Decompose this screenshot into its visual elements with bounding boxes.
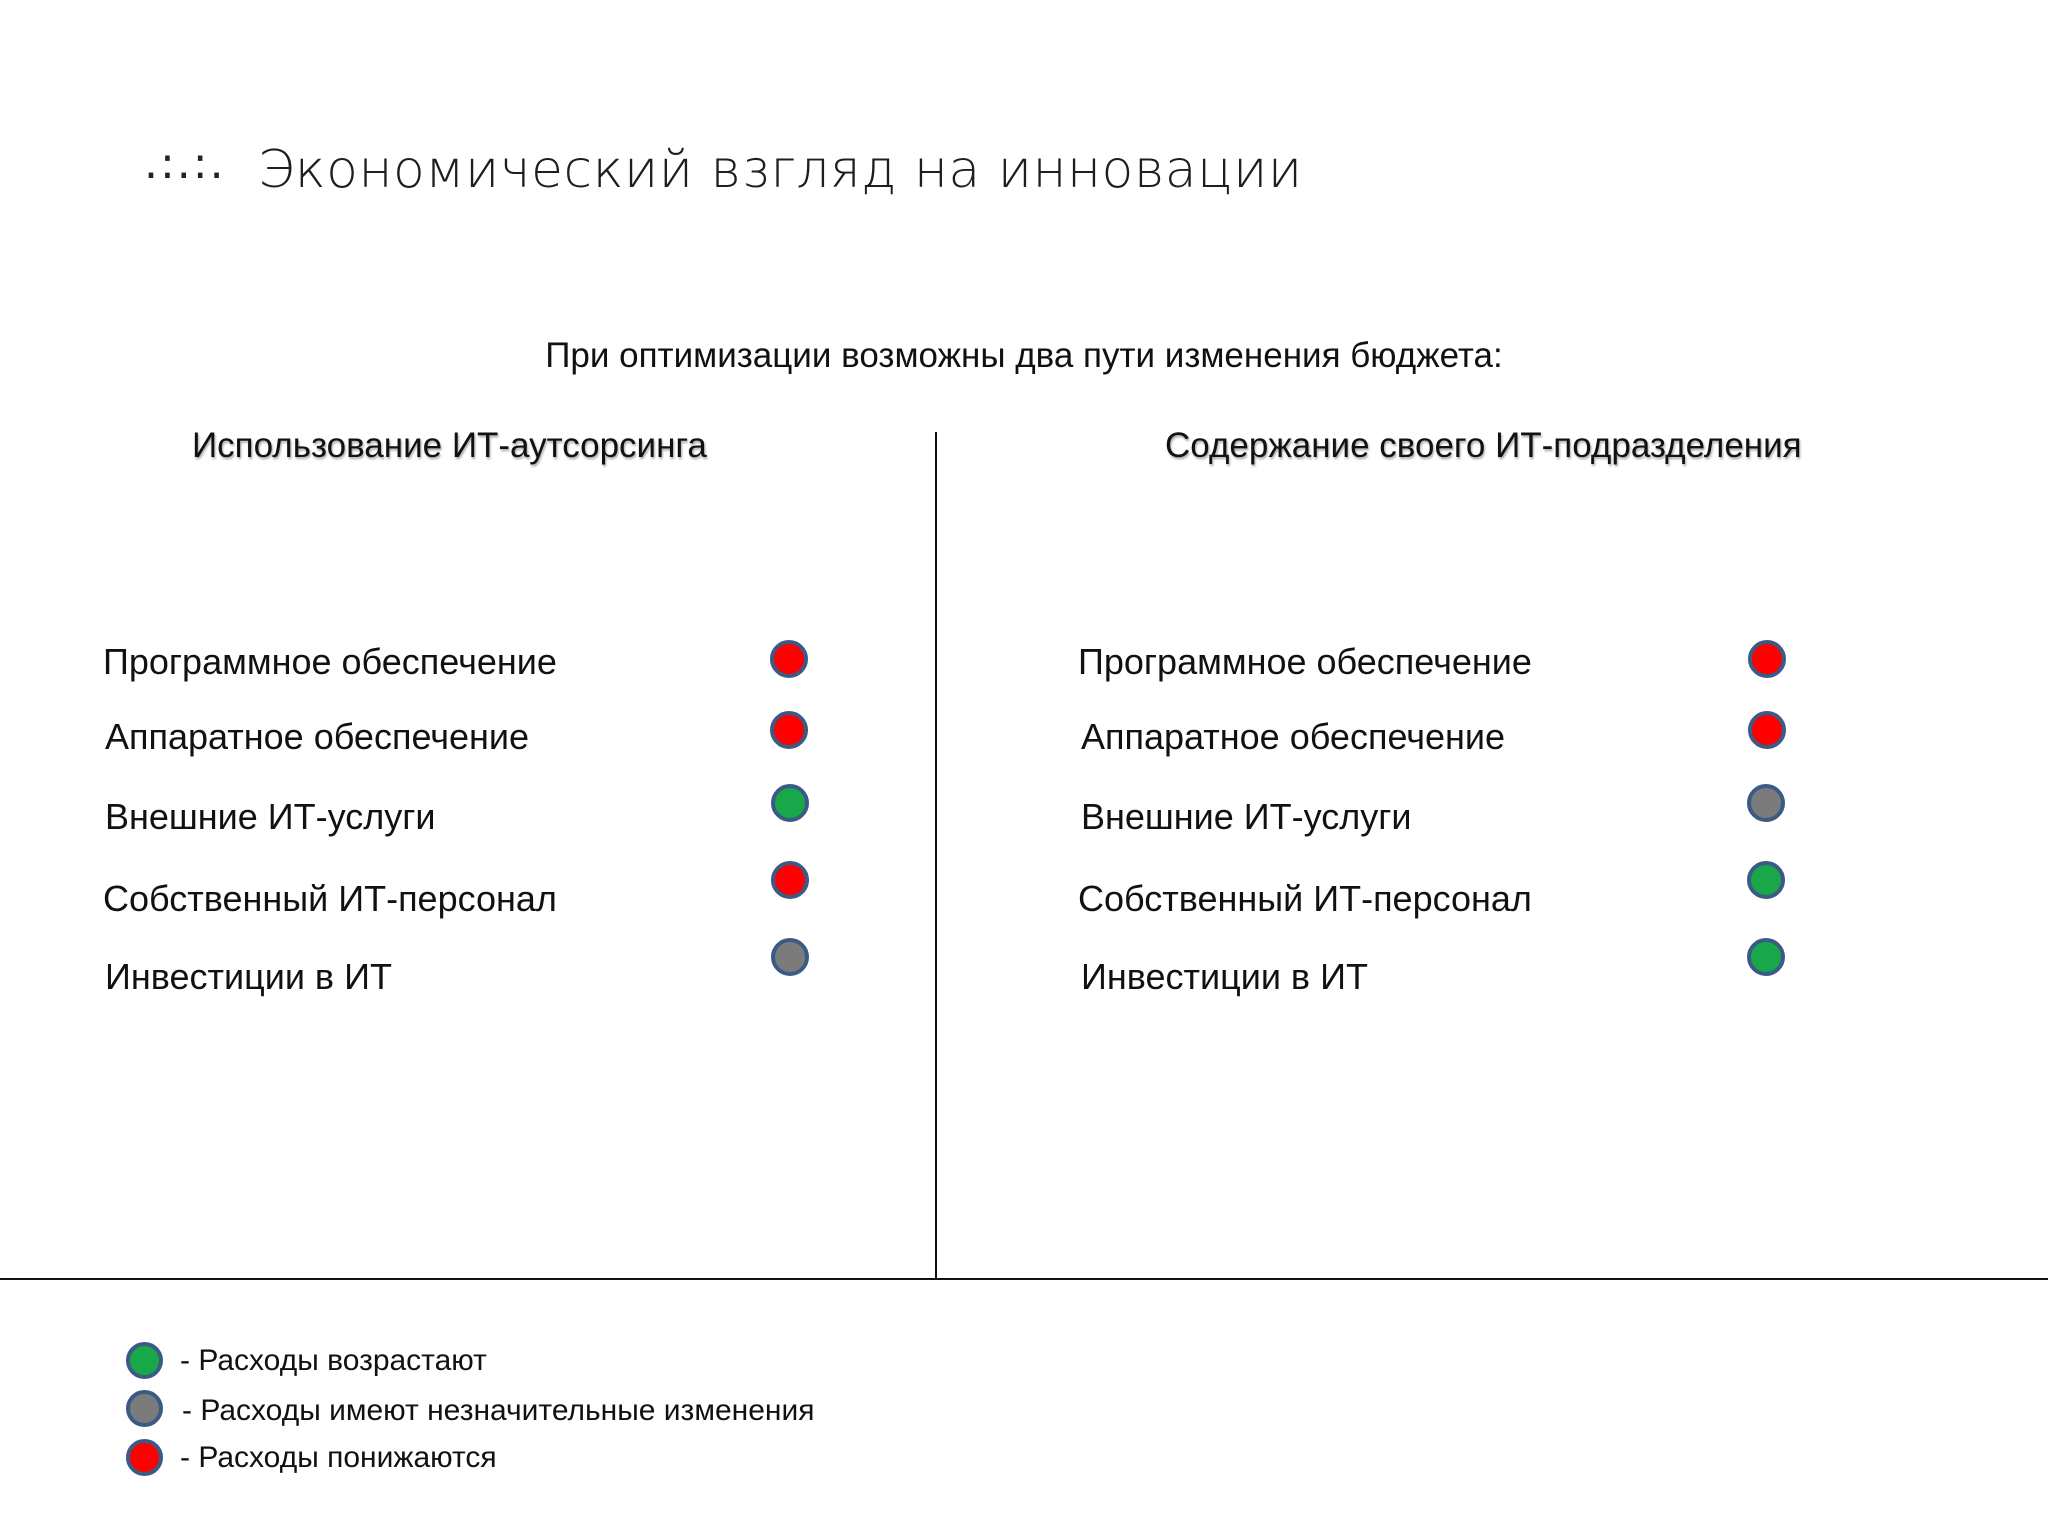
right-row-status-dot-own-staff	[1747, 861, 1785, 899]
right-row-label-external-services: Внешние ИТ-услуги	[1081, 796, 1412, 837]
left-row-status-dot-hardware	[770, 711, 808, 749]
legend-dot-increase	[126, 1342, 163, 1379]
right-row-status-dot-hardware	[1748, 711, 1786, 749]
right-row-status-dot-external-services	[1747, 784, 1785, 822]
page-title: Экономический взгляд на инновации	[258, 140, 1303, 200]
right-row-label-software: Программное обеспечение	[1078, 641, 1532, 682]
legend-dot-decrease	[126, 1439, 163, 1476]
legend-text-increase: - Расходы возрастают	[180, 1344, 487, 1377]
column-header-outsourcing: Использование ИТ-аутсорсинга	[192, 426, 707, 465]
left-row-status-dot-investments	[771, 938, 809, 976]
title-decoration: .:.:.	[144, 138, 226, 189]
right-row-label-own-staff: Собственный ИТ-персонал	[1078, 878, 1532, 919]
left-row-label-hardware: Аппаратное обеспечение	[105, 716, 530, 757]
left-row-label-investments: Инвестиции в ИТ	[105, 956, 392, 997]
left-row-label-software: Программное обеспечение	[103, 641, 557, 682]
subtitle: При оптимизации возможны два пути изменения бюджета:	[545, 336, 1503, 375]
right-row-status-dot-software	[1748, 640, 1786, 678]
left-row-status-dot-external-services	[771, 784, 809, 822]
vertical-divider	[935, 432, 937, 1280]
horizontal-divider	[0, 1278, 2048, 1280]
right-row-label-hardware: Аппаратное обеспечение	[1081, 716, 1506, 757]
legend-dot-neutral	[126, 1390, 163, 1427]
left-row-label-own-staff: Собственный ИТ-персонал	[103, 878, 557, 919]
column-header-inhouse: Содержание своего ИТ-подразделения	[1165, 426, 1802, 465]
left-row-status-dot-software	[770, 640, 808, 678]
right-row-label-investments: Инвестиции в ИТ	[1081, 956, 1368, 997]
left-row-label-external-services: Внешние ИТ-услуги	[105, 796, 436, 837]
legend-text-neutral: - Расходы имеют незначительные изменения	[182, 1394, 815, 1427]
left-row-status-dot-own-staff	[771, 861, 809, 899]
right-row-status-dot-investments	[1747, 938, 1785, 976]
legend-text-decrease: - Расходы понижаются	[180, 1441, 497, 1474]
